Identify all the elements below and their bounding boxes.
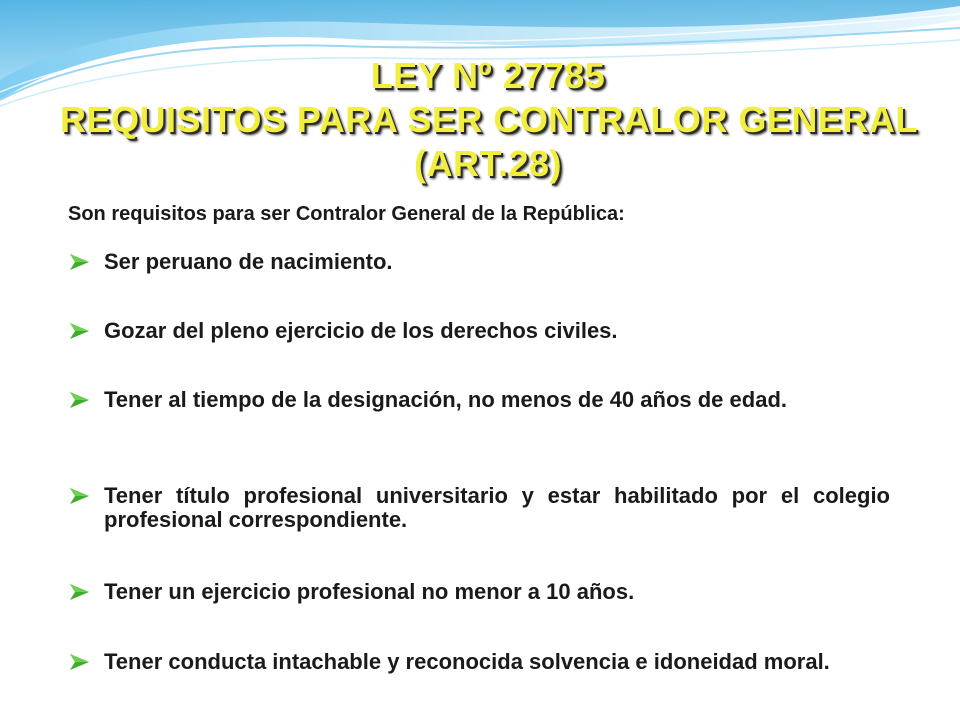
list-item <box>68 580 890 604</box>
list-item <box>68 319 890 343</box>
list-item <box>68 484 890 532</box>
arrowhead-bullet-icon <box>68 487 90 505</box>
title-line-law: LEY Nº 27785 <box>370 55 606 96</box>
list-item-text: Tener un ejercicio profesional no menor a 10 años. <box>104 579 635 604</box>
arrowhead-bullet-icon <box>68 391 90 409</box>
list-item <box>68 250 890 274</box>
arrowhead-bullet-icon <box>68 653 90 671</box>
list-item-text: Tener título profesional universitario y estar habilitado por el colegio profesional correspondiente. <box>104 483 890 532</box>
list-item-text: Gozar del pleno ejercicio de los derechos civiles. <box>104 318 618 343</box>
list-item-text: Tener al tiempo de la designación, no menos de 40 años de edad. <box>104 387 787 412</box>
title-line-article: (ART.28) <box>413 143 563 184</box>
list-item <box>68 388 890 412</box>
list-item <box>68 650 890 674</box>
arrowhead-bullet-icon <box>68 583 90 601</box>
list-item-text: Tener conducta intachable y reconocida solvencia e idoneidad moral. <box>104 649 830 674</box>
arrowhead-bullet-icon <box>68 253 90 271</box>
list-item-text: Ser peruano de nacimiento. <box>104 249 393 274</box>
arrowhead-bullet-icon <box>68 322 90 340</box>
intro-text: Son requisitos para ser Contralor General de la República: <box>68 203 625 225</box>
title-line-requirements: REQUISITOS PARA SER CONTRALOR GENERAL <box>60 99 918 140</box>
slide-title <box>60 54 916 186</box>
